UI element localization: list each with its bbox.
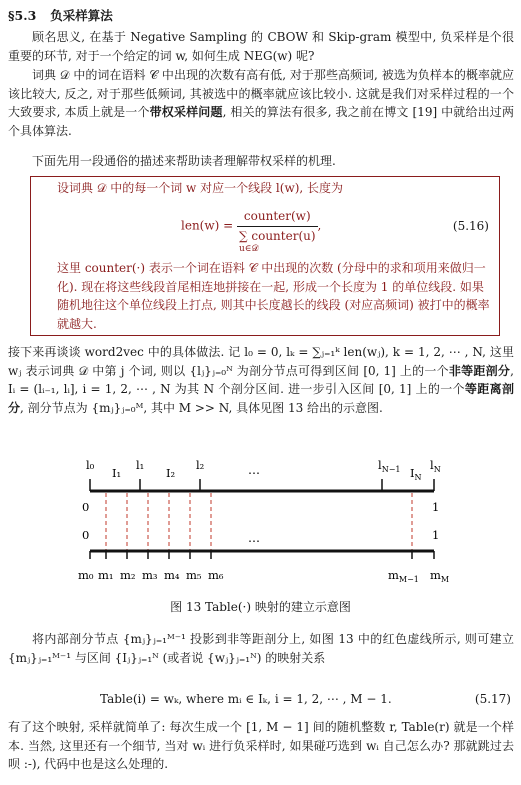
p2-text-b: , 相关的算法有很多, 我之前在博文 [19] 中就给出过两个具体算法. <box>8 105 514 138</box>
label-I1: I₁ <box>112 466 122 480</box>
eq-lhs: len(w) = <box>181 218 234 233</box>
p4-text-a: 接下来再谈谈 word2vec 中的具体做法. 记 l₀ = 0, lₖ = ∑ⱼ₌₁ᵏ len(wⱼ), k = 1, 2, ⋯ , N, 这里 wⱼ 表示词典 𝒟 中第 j 个词, 则以 {lⱼ}ⱼ₌₀ᴺ 为剖分节点可得到区间 [0, 1] 上的一个 <box>8 345 514 378</box>
box-line-1: 设词典 𝒟 中的每一个词 w 对应一个线段 l(w), 长度为 <box>57 181 344 195</box>
bottom-zero: 0 <box>82 528 90 542</box>
label-l0: l₀ <box>86 458 95 472</box>
equation-tag-5-17: (5.17) <box>474 692 511 706</box>
p4-text-c: , 剖分节点为 {mⱼ}ⱼ₌₀ᴹ, 其中 M >> N, 具体见图 13 给出的示意图. <box>20 400 383 415</box>
label-m1: m₁ <box>98 568 114 582</box>
p2-bold-term: 带权采样问题 <box>149 105 223 120</box>
paragraph-lead-in: 下面先用一段通俗的描述来帮助读者理解带权采样的机理. <box>32 154 336 168</box>
eq-denominator: ∑ counter(u) <box>239 228 316 243</box>
figure-caption: 图 13 Table(·) 映射的建立示意图 <box>170 600 351 614</box>
label-m6: m₆ <box>208 568 224 582</box>
p2-text-a: 词典 𝒟 中的词在语料 𝒞 中出现的次数有高有低, 对于那些高频词, 被选为负样本的概率就应该比较大, 反之, 对于那些低频词, 其被选中的概率就应该比较小. 这就是我们对采样过程的一个大致要求, 本质上就是一个 <box>8 68 514 120</box>
label-I2: I₂ <box>166 466 176 480</box>
label-l2: l₂ <box>196 458 205 472</box>
bottom-labels <box>78 568 449 584</box>
label-mM-1: $m_{M-1}$ <box>388 568 419 584</box>
label-IN: $I_N$ <box>410 466 422 482</box>
p4-bold-nonuniform: 非等距剖分 <box>448 363 511 378</box>
box-explanation: 这里 counter(·) 表示一个词在语料 𝒞 中出现的次数 (分母中的求和项用来做归一化). 现在将这些线段首尾相连地拼接在一起, 形成一个长度为 1 的单位线段. 如果随机地往这个单位线段上打点, 则其中长度越长的线段 (对应高频词) 被打中的概率就越大. <box>57 261 490 331</box>
label-m2: m₂ <box>120 568 136 582</box>
paragraph-sampling: 有了这个映射, 采样就简单了: 每次生成一个 [1, M − 1] 间的随机整数 r, Table(r) 就是一个样本. 当然, 这里还有一个细节, 当对 wᵢ 进行负采样时, 如果碰巧选到 wᵢ 自己怎么办? 那就跳过去呗 :-), 代码中也是这么处理的. <box>8 720 514 772</box>
eq-numerator: counter(w) <box>237 207 318 227</box>
label-mM: $m_M$ <box>430 568 450 584</box>
label-l1: l₁ <box>136 458 145 472</box>
top-axis-ticks <box>90 479 434 491</box>
section-title: 负采样算法 <box>50 8 113 23</box>
section-heading <box>8 6 127 25</box>
label-m5: m₅ <box>186 568 202 582</box>
equation-tag-5-16: (5.16) <box>452 219 489 233</box>
section-number: §5.3 <box>8 8 37 23</box>
label-lN: $l_N$ <box>430 458 441 474</box>
eq-fraction <box>237 207 318 245</box>
label-m0: m₀ <box>78 568 94 582</box>
bottom-ellipsis: ⋯ <box>248 534 260 548</box>
p4-text-b: , Iᵢ = (lᵢ₋₁, lᵢ], i = 1, 2, ⋯ , N 为其 N 个剖分区间. 进一步引入区间 [0, 1] 上的一个 <box>8 363 514 397</box>
bottom-one: 1 <box>432 528 440 542</box>
top-ellipsis: ⋯ <box>248 466 260 480</box>
paragraph-intro: 顾名思义, 在基于 Negative Sampling 的 CBOW 和 Skip-gram 模型中, 负采样是个很重要的环节, 对于一个给定的词 w, 如何生成 NEG(w) 呢? <box>8 30 514 63</box>
label-lN-1: $l_{N-1}$ <box>378 458 401 474</box>
definition-box <box>30 176 500 336</box>
partition-diagram <box>60 455 460 585</box>
p4-bold-uniform: 等距离剖分 <box>8 382 514 415</box>
paragraph-weighted-sampling <box>8 66 514 140</box>
paragraph-partition <box>8 343 514 417</box>
equation-5-16: len(w) = $\frac{\text{counter(w)}}{\text{∑ counter(u)}}$ , u∈𝒟 <box>181 207 321 245</box>
label-m4: m₄ <box>164 568 180 582</box>
paragraph-mapping: 将内部剖分节点 {mⱼ}ⱼ₌₁ᴹ⁻¹ 投影到非等距剖分上, 如图 13 中的红色虚线所示, 则可建立 {mⱼ}ⱼ₌₁ᴹ⁻¹ 与区间 {Iⱼ}ⱼ₌₁ᴺ (或者说 {wⱼ}ⱼ₌₁ᴺ) 的映射关系 <box>8 632 514 665</box>
label-m3: m₃ <box>142 568 158 582</box>
top-one: 1 <box>432 500 440 514</box>
eq-sum-subscript: u∈𝒟 <box>239 244 259 254</box>
top-zero: 0 <box>82 500 90 514</box>
equation-5-17: Table(i) = wₖ, where mᵢ ∈ Iₖ, i = 1, 2, ⋯ , M − 1. <box>100 692 392 706</box>
